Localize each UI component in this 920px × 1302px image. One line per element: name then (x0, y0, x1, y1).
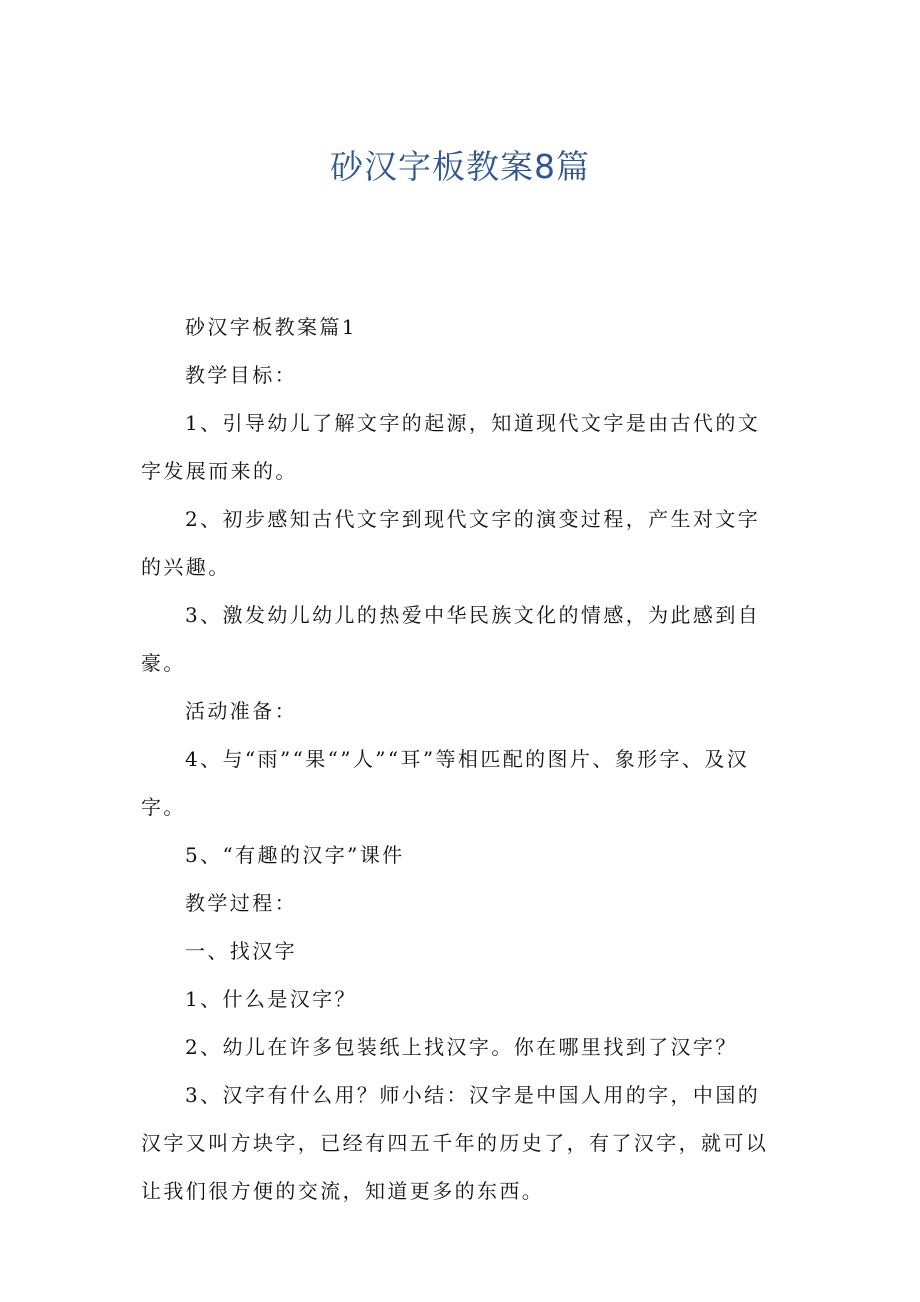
process-item-2: 2、幼儿在许多包装纸上找汉字。你在哪里找到了汉字？ (185, 1035, 738, 1059)
preparation-item-4: 4、与“雨”“果“”人”“耳”等相匹配的图片、象形字、及汉字。 (141, 747, 750, 819)
section-heading: 砂汉字板教案篇1 (185, 315, 357, 339)
document-title: 砂汉字板教案8篇 (330, 147, 590, 186)
goal-item-2: 2、初步感知古代文字到现代文字的演变过程，产生对文字的兴趣。 (141, 507, 761, 579)
preparation-item-5: 5、“有趣的汉字”课件 (185, 843, 405, 867)
process-step-heading: 一、找汉字 (185, 939, 297, 963)
document-body (141, 303, 781, 1215)
goal-item-1: 1、引导幼儿了解文字的起源，知道现代文字是由古代的文字发展而来的。 (141, 411, 761, 483)
process-item-3: 3、汉字有什么用？师小结：汉字是中国人用的字，中国的汉字又叫方块字，已经有四五千年的历史了，有了汉字，就可以让我们很方便的交流，知道更多的东西。 (141, 1083, 769, 1203)
goal-item-3: 3、激发幼儿幼儿的热爱中华民族文化的情感，为此感到自豪。 (141, 603, 761, 675)
process-item-1: 1、什么是汉字？ (185, 987, 357, 1011)
teaching-goals-heading: 教学目标： (185, 363, 297, 387)
process-heading: 教学过程： (185, 891, 297, 915)
preparation-heading: 活动准备： (185, 699, 297, 723)
